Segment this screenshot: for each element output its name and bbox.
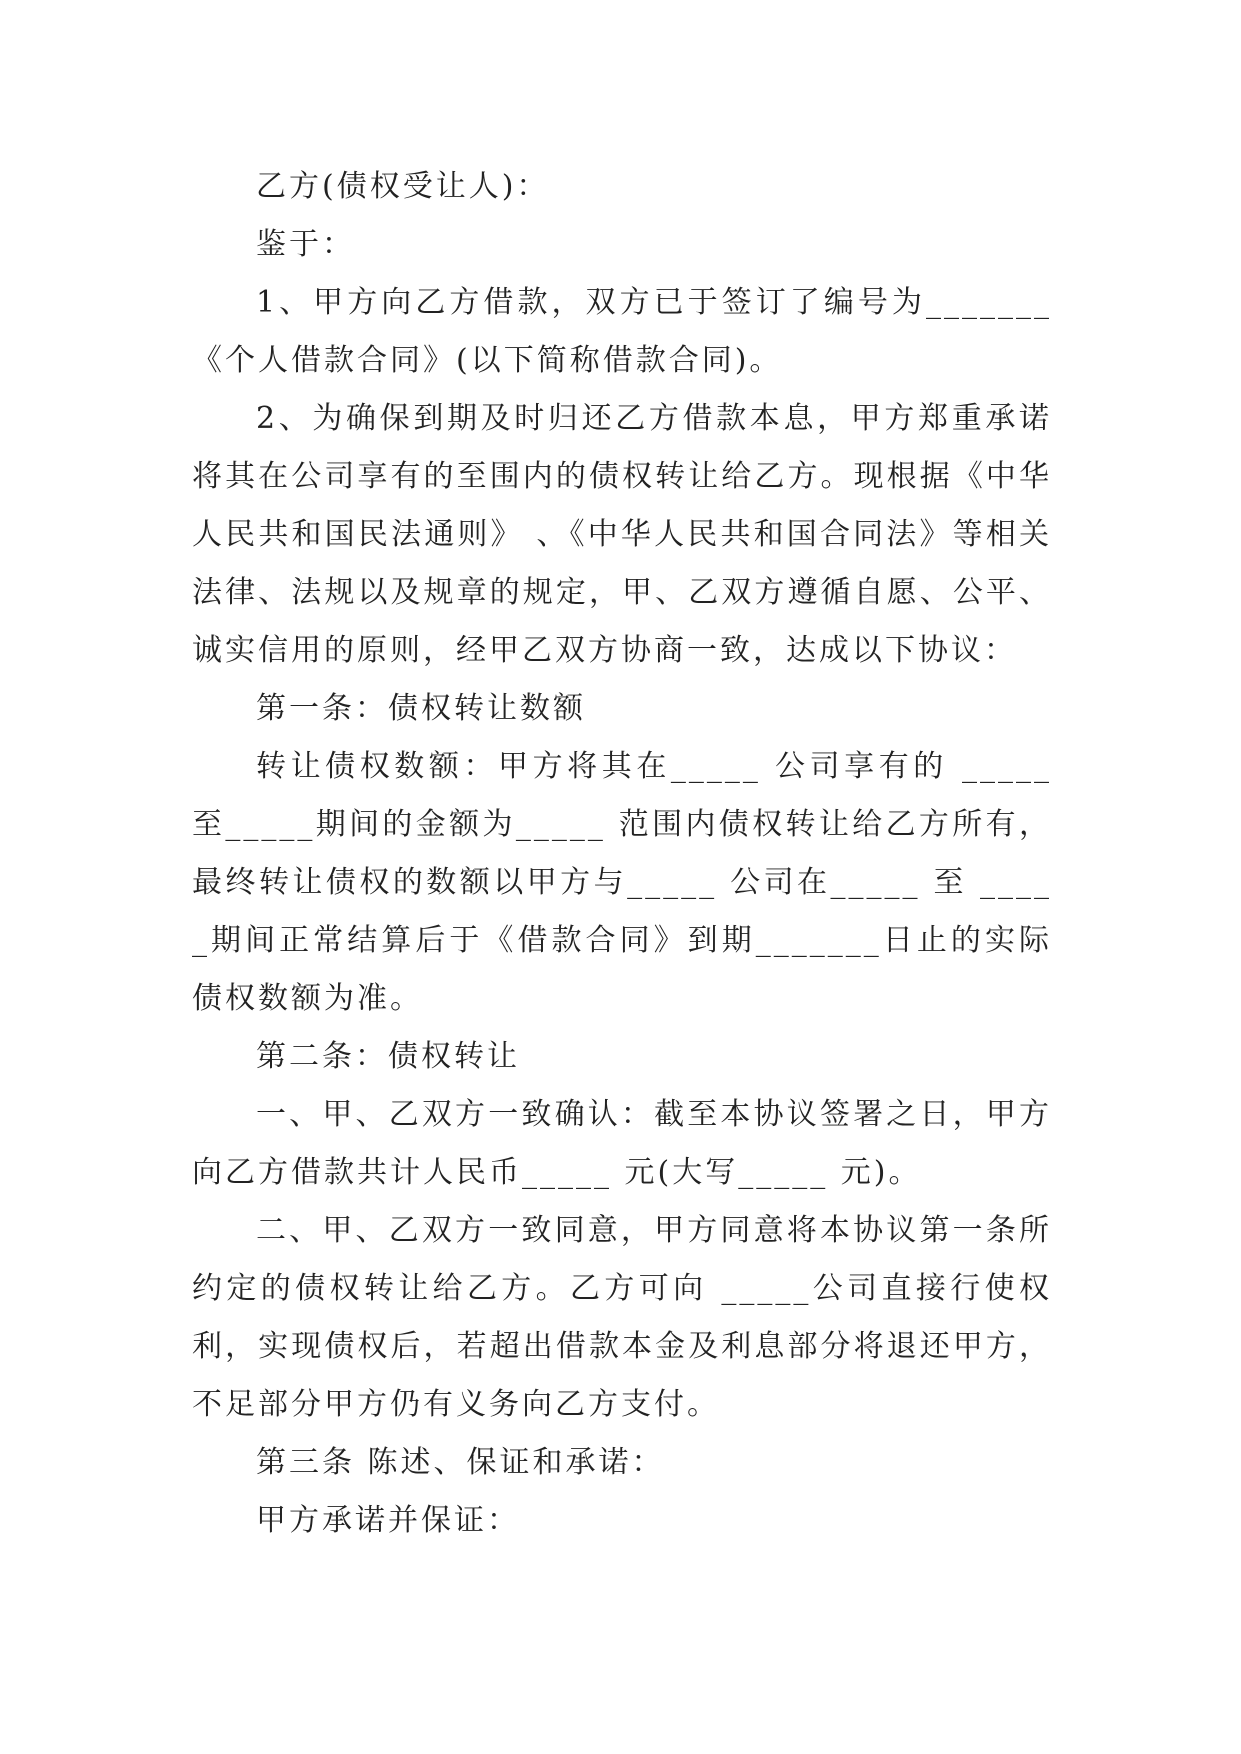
recital-1: 1、甲方向乙方借款，双方已于签订了编号为_______《个人借款合同》(以下简称借款合同)。	[192, 285, 1052, 378]
whereas-heading: 鉴于：	[256, 227, 355, 262]
article-2-heading: 第二条：债权转让	[256, 1039, 520, 1074]
party-b-line: 乙方(债权受让人)：	[256, 169, 550, 204]
article-1-body: 转让债权数额：甲方将其在_____ 公司享有的 _____至_____期间的金额为_____ 范围内债权转让给乙方所有，最终转让债权的数额以甲方与_____ 公司在_____ 至 _____期间正常结算后于《借款合同》到期_______日止的实际债权数额为准。	[192, 749, 1052, 1016]
article-3-heading: 第三条 陈述、保证和承诺：	[256, 1445, 665, 1480]
document-body	[192, 158, 1052, 1550]
recital-2: 2、为确保到期及时归还乙方借款本息，甲方郑重承诺将其在公司享有的至围内的债权转让给乙方。现根据《中华人民共和国民法通则》 、《中华人民共和国合同法》等相关法律、法规以及规章的规定，甲、乙双方遵循自愿、公平、诚实信用的原则，经甲乙双方协商一致，达成以下协议：	[192, 401, 1052, 668]
party-a-commitment: 甲方承诺并保证：	[256, 1503, 520, 1538]
article-1-heading: 第一条：债权转让数额	[256, 691, 586, 726]
article-2-clause-1: 一、甲、乙双方一致确认：截至本协议签署之日，甲方向乙方借款共计人民币_____ 元(大写_____ 元)。	[192, 1097, 1052, 1190]
article-2-clause-2: 二、甲、乙双方一致同意，甲方同意将本协议第一条所约定的债权转让给乙方。乙方可向 _____公司直接行使权利，实现债权后，若超出借款本金及利息部分将退还甲方，不足部分甲方仍有义务向乙方支付。	[192, 1213, 1052, 1422]
